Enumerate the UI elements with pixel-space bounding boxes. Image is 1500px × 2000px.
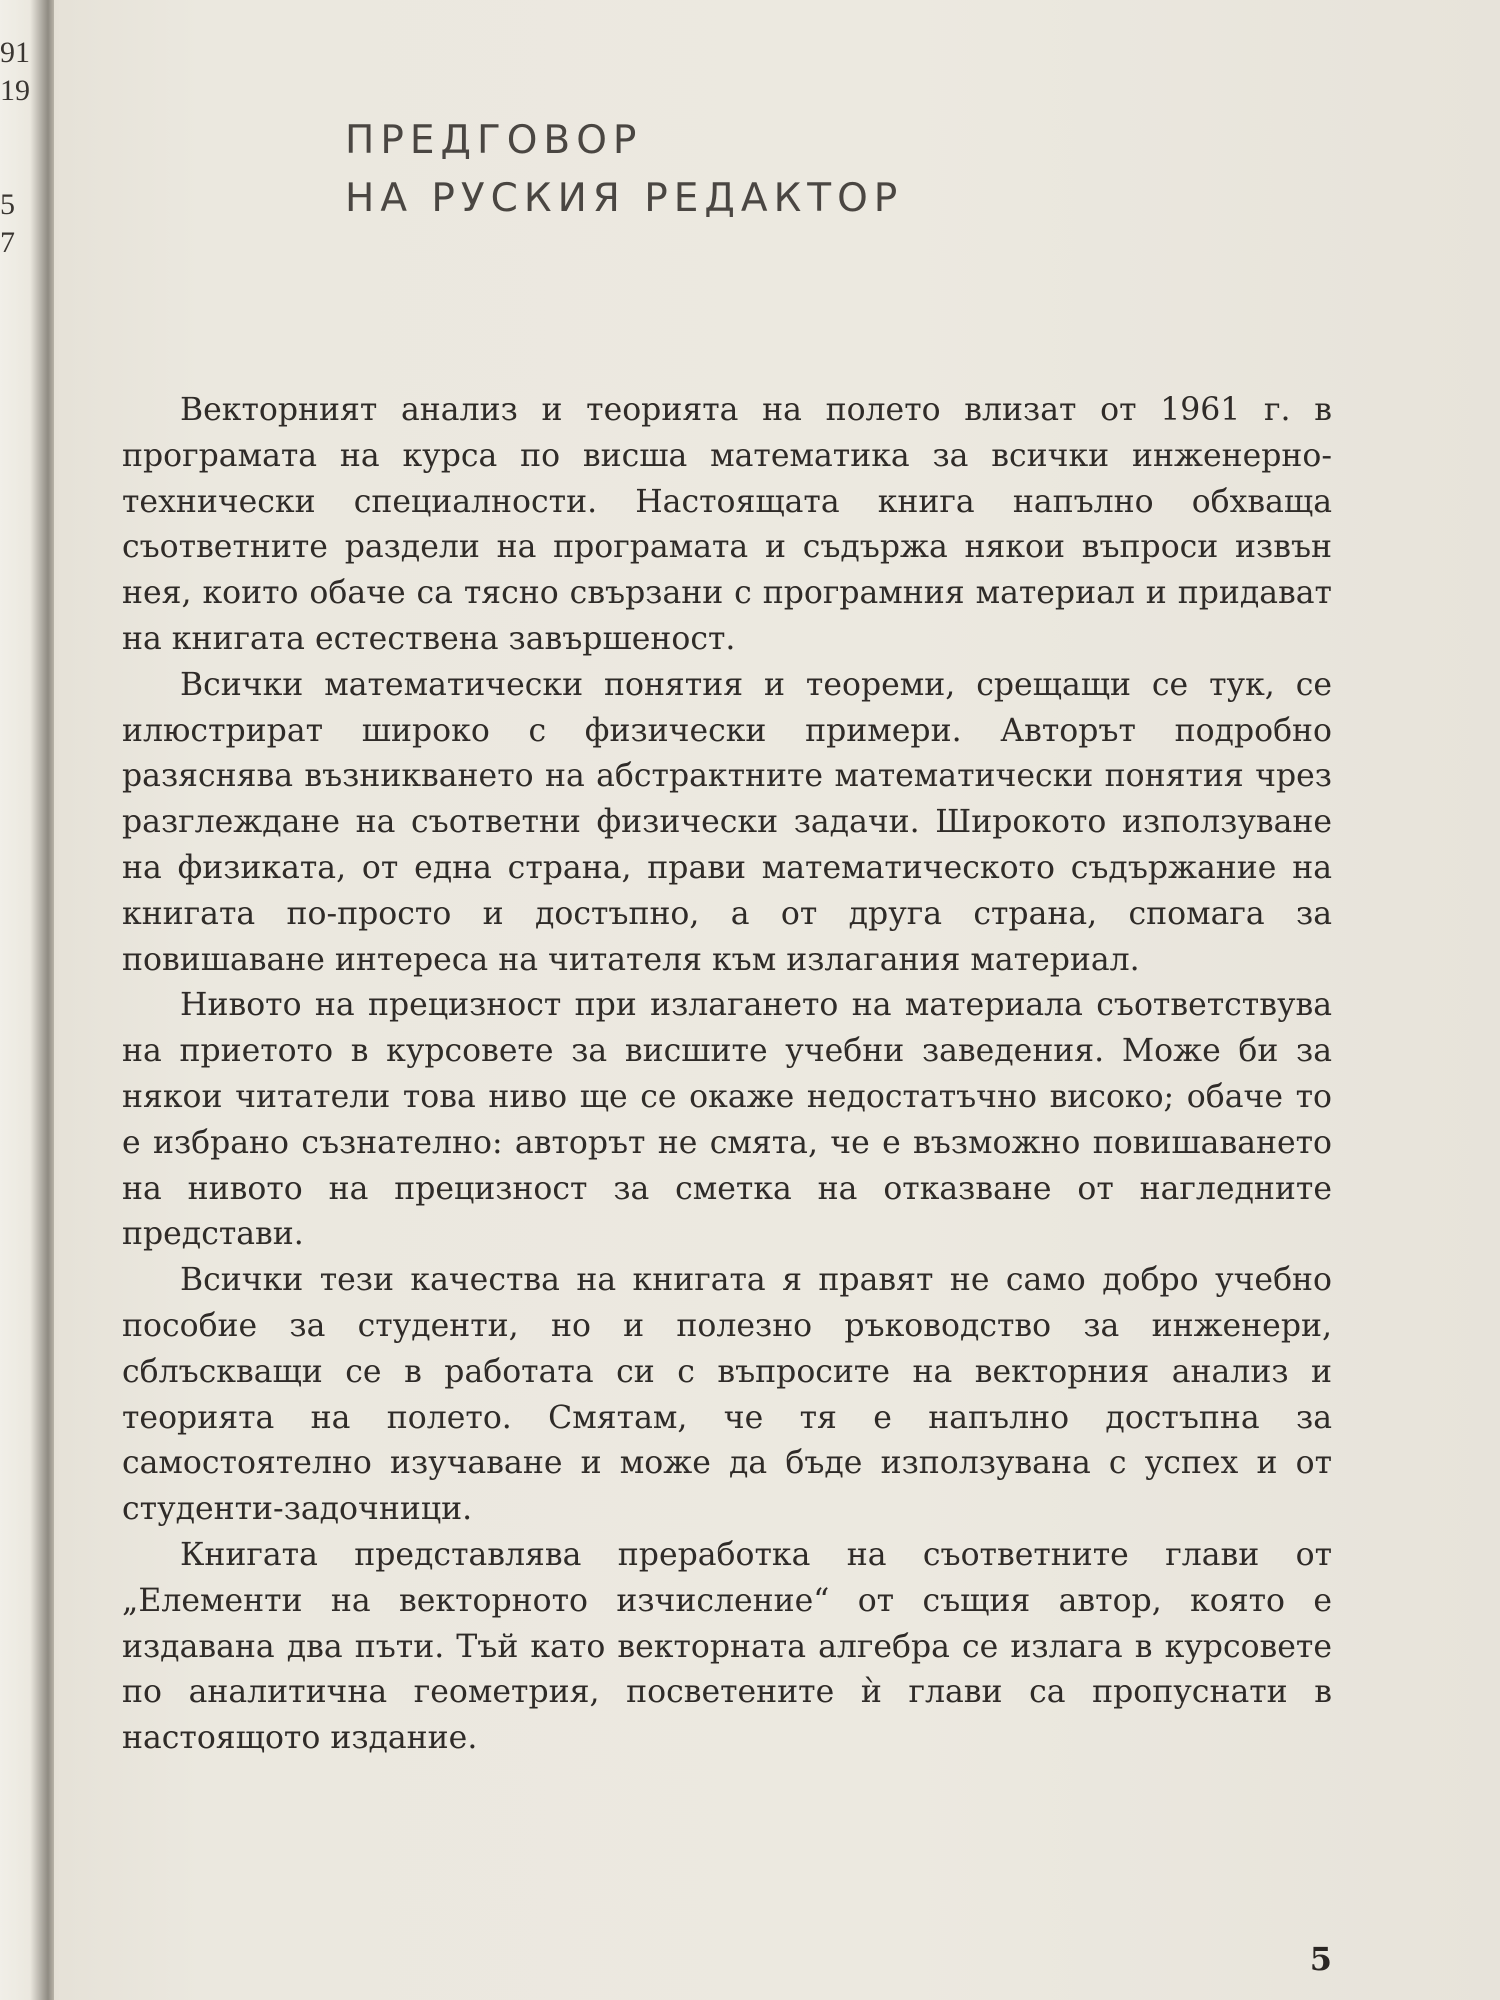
margin-number: 7	[0, 226, 15, 259]
margin-number	[0, 110, 24, 148]
paragraph-4: Всички тези качества на книгата я правят не само добро учебно пособие за студенти, но и полезно ръководство за инженери, сблъскващи се в работата си с въпросите на векторния анализ и теорията на полето. Смятам, че тя е напълно достъпна за самостоятелно изучаване и може да бъде използувана с успех и от студенти-задочници.	[122, 1262, 1332, 1528]
margin-number: 91	[0, 36, 30, 69]
margin-number	[0, 148, 24, 186]
previous-page-margin-numbers	[0, 34, 30, 262]
page-title	[345, 112, 1245, 228]
title-line-1: ПРЕДГОВОР	[345, 118, 643, 163]
body-text	[122, 388, 1332, 1762]
book-gutter	[0, 0, 54, 2000]
paragraph-2: Всички математически понятия и теореми, срещащи се тук, се илюстрират широко с физически примери. Авторът подробно разяснява възникването на абстрактните математически понятия чрез разглеждане на съответни физически задачи. Широкото използуване на физиката, от една страна, прави математическото съдържание на книгата по-просто и достъпно, а от друга страна, спомага за повишаване интереса на читателя към излагания материал.	[122, 666, 1332, 978]
paragraph-3: Нивото на прецизност при излагането на материала съответствува на приетото в курсовете за висшите учебни заведения. Може би за някои читатели това ниво ще се окаже недостатъчно високо; обаче то е избрано съзнателно: авторът не смята, че е възможно повишаването на нивото на прецизност за сметка на отказване от нагледните представи.	[122, 987, 1332, 1253]
margin-number: 19	[0, 74, 30, 107]
paragraph-5: Книгата представлява преработка на съответните глави от „Елементи на векторното изчисление“ от същия автор, която е издавана два пъти. Тъй като векторната алгебра се излага в курсовете по аналитична геометрия, посветените ѝ глави са пропуснати в настоящото издание.	[122, 1536, 1332, 1757]
paragraph-1: Векторният анализ и теорията на полето влизат от 1961 г. в програмата на курса по висша математика за всички инженерно-технически специалности. Настоящата книга напълно обхваща съответните раздели на програмата и съдържа някои въпроси извън нея, които обаче са тясно свързани с програмния материал и придават на книгата естествена завършеност.	[122, 392, 1332, 657]
title-line-2: НА РУСКИЯ РЕДАКТОР	[345, 176, 904, 221]
margin-number: 5	[0, 188, 15, 221]
page-number: 5	[1309, 1940, 1332, 1978]
